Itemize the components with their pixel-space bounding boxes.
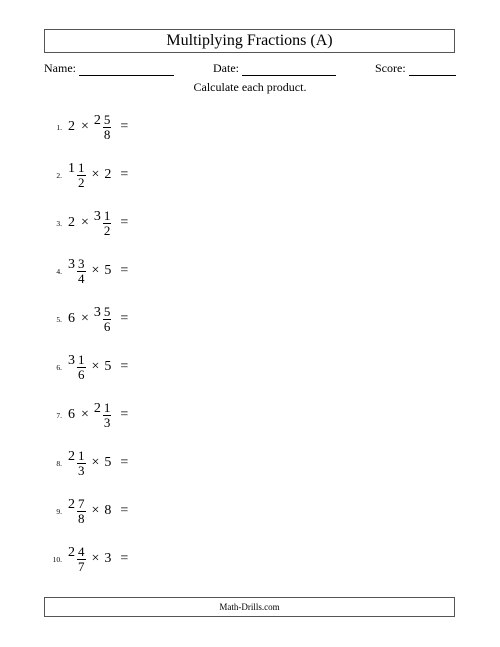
operand-a-whole: 2 [68,544,75,560]
operand-a [68,215,76,231]
instructions: Calculate each product. [193,80,307,94]
problem-expression [68,352,128,382]
operand-b [94,113,113,142]
equals-sign: = [120,407,129,422]
operand-b [104,503,112,519]
problem-number: 5. [56,315,62,324]
equals-sign: = [120,311,129,326]
operand-b [104,551,112,567]
footer: Math-Drills.com [44,597,455,617]
denominator: 6 [103,318,111,334]
operand-b-whole: 3 [93,208,101,224]
operand-a-whole: 3 [68,256,75,272]
multiply-sign: × [91,167,100,182]
operand-b [104,359,112,375]
problem-number: 10. [52,555,62,564]
operand-a [68,497,87,526]
date-label: Date: [213,61,239,75]
operand-b [94,305,113,334]
score-line [409,75,456,76]
multiply-sign: × [91,503,100,518]
operand-a-whole: 6 [68,407,75,422]
problem-item [40,208,240,238]
numerator: 1 [78,159,85,175]
numerator: 1 [78,351,85,367]
operand-b-whole: 2 [93,400,101,416]
multiply-sign: × [91,263,100,278]
problem-expression [68,208,128,238]
denominator: 3 [103,414,111,430]
operand-b-fraction [103,401,112,430]
problem-item [40,448,240,478]
problem-number: 7. [56,411,62,420]
numerator: 1 [103,399,111,415]
denominator: 7 [78,558,85,574]
operand-b-whole: 3 [104,551,112,566]
denominator: 3 [78,462,85,478]
operand-b [94,401,113,430]
operand-a-whole: 1 [68,160,75,176]
name-line [79,75,174,76]
problem-item [40,352,240,382]
operand-a-fraction [77,257,86,286]
problem-item [40,304,240,334]
operand-b-fraction [103,113,112,142]
numerator: 3 [78,255,85,271]
date-line [242,75,336,76]
problem-item [40,496,240,526]
score-label: Score: [375,61,406,75]
operand-b-whole: 8 [104,503,112,518]
problem-number: 8. [56,459,62,468]
problem-item [40,112,240,142]
operand-a-fraction [77,161,86,190]
operand-b-fraction [103,305,112,334]
operand-a [68,449,87,478]
denominator: 4 [78,270,85,286]
problem-number: 3. [56,219,62,228]
operand-a-fraction [77,449,86,478]
problem-item [40,160,240,190]
problem-expression [68,256,128,286]
problem-item [40,256,240,286]
denominator: 8 [78,510,85,526]
operand-b-whole: 5 [104,455,112,470]
operand-a-whole: 2 [68,448,75,464]
operand-a-whole: 2 [68,215,75,230]
multiply-sign: × [81,311,89,326]
operand-b-whole: 5 [104,263,112,278]
multiply-sign: × [81,407,89,422]
multiply-sign: × [81,119,89,134]
operand-a [68,353,87,382]
denominator: 6 [78,366,85,382]
operand-a [68,311,76,327]
operand-a [68,161,87,190]
denominator: 2 [78,174,85,190]
problem-item [40,400,240,430]
problem-item [40,544,240,574]
numerator: 5 [103,303,111,319]
problem-expression [68,544,128,574]
operand-a-whole: 3 [68,352,75,368]
operand-a-fraction [77,353,86,382]
equals-sign: = [120,551,129,566]
operand-a-whole: 2 [68,496,75,512]
multiply-sign: × [81,215,89,230]
problem-number: 2. [56,171,62,180]
equals-sign: = [120,167,129,182]
operand-a-fraction [77,497,86,526]
operand-b [104,167,112,183]
operand-a [68,545,87,574]
problem-expression [68,112,128,142]
operand-a-fraction [77,545,86,574]
name-label: Name: [44,61,76,75]
problem-expression [68,496,128,526]
multiply-sign: × [91,455,100,470]
operand-b [104,455,112,471]
operand-b-whole: 5 [104,359,112,374]
equals-sign: = [120,119,129,134]
operand-b-fraction [103,209,112,238]
equals-sign: = [120,215,129,230]
numerator: 4 [78,543,85,559]
operand-a [68,407,76,423]
problem-number: 4. [56,267,62,276]
problem-number: 1. [56,123,62,132]
equals-sign: = [120,263,129,278]
numerator: 1 [103,207,111,223]
operand-b [104,263,112,279]
operand-b [94,209,113,238]
problem-number: 6. [56,363,62,372]
problem-expression [68,400,128,430]
operand-a [68,119,76,135]
worksheet-title: Multiplying Fractions (A) [44,29,455,53]
denominator: 8 [103,126,111,142]
operand-b-whole: 3 [93,304,101,320]
multiply-sign: × [91,551,100,566]
operand-b-whole: 2 [93,112,101,128]
operand-a-whole: 6 [68,311,75,326]
numerator: 7 [78,495,85,511]
operand-b-whole: 2 [104,167,112,182]
numerator: 5 [103,111,111,127]
problem-number: 9. [56,507,62,516]
problem-expression [68,304,128,334]
denominator: 2 [103,222,111,238]
numerator: 1 [78,447,85,463]
equals-sign: = [120,359,129,374]
multiply-sign: × [91,359,100,374]
equals-sign: = [120,455,129,470]
problem-expression [68,160,128,190]
problem-expression [68,448,128,478]
operand-a-whole: 2 [68,119,75,134]
equals-sign: = [120,503,129,518]
operand-a [68,257,87,286]
